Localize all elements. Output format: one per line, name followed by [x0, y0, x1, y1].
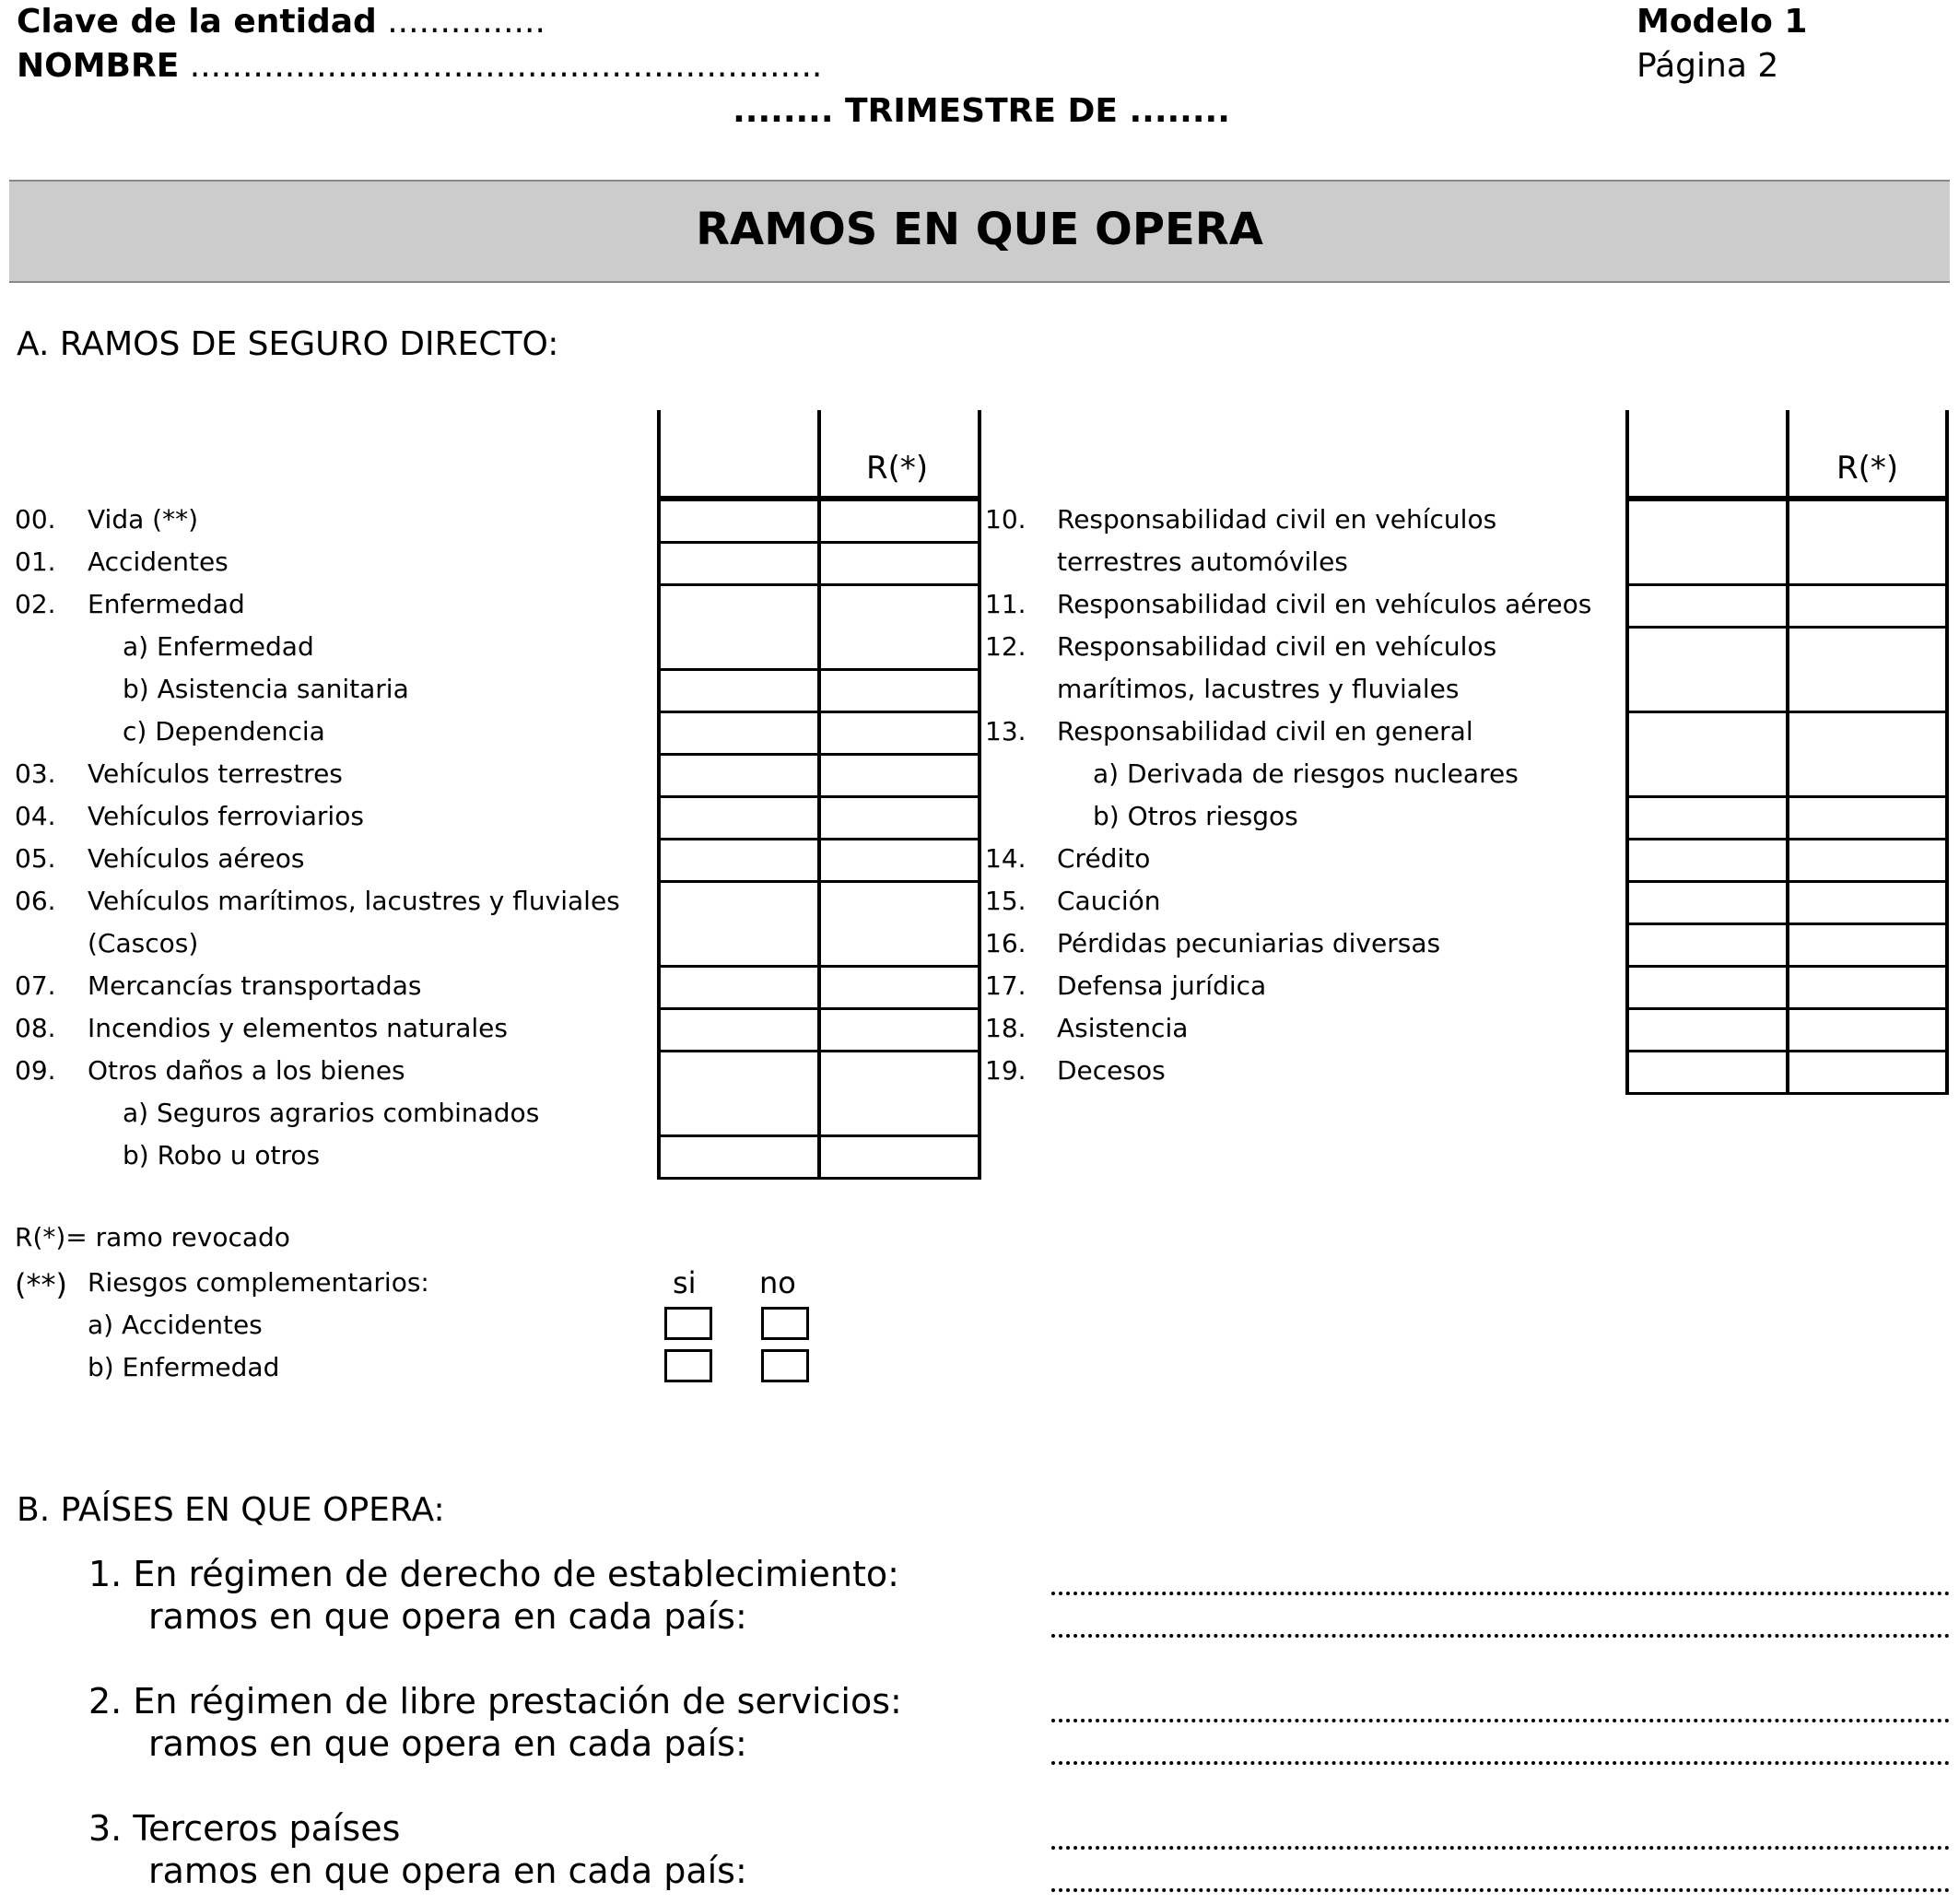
section-b-entry-line[interactable] [1051, 1634, 1950, 1638]
ramo-label: Responsabilidad civil en general [1057, 716, 1473, 746]
right-ramo-revocado-cell[interactable] [1789, 968, 1945, 1007]
note-double-star: (**) [15, 1267, 67, 1302]
enfermedad-no-checkbox[interactable] [761, 1349, 809, 1382]
ramo-label: Defensa jurídica [1057, 970, 1267, 1001]
comp-enfermedad-label: b) Enfermedad [88, 1352, 280, 1382]
grid-vertical-line [1945, 410, 1949, 1095]
ramo-label: b) Otros riesgos [1093, 801, 1298, 831]
comp-accidentes-label: a) Accidentes [88, 1310, 263, 1340]
left-ramo-cell[interactable] [661, 671, 817, 711]
ramo-label: Otros daños a los bienes [88, 1055, 405, 1086]
ramo-label: Vehículos marítimos, lacustres y fluviales [88, 886, 620, 916]
ramo-label: b) Robo u otros [123, 1140, 321, 1170]
left-ramo-revocado-cell[interactable] [821, 968, 978, 1007]
left-ramo-cell[interactable] [661, 756, 817, 795]
right-ramo-revocado-cell[interactable] [1789, 925, 1945, 965]
right-ramo-cell[interactable] [1629, 968, 1786, 1007]
ramo-label: Decesos [1057, 1055, 1166, 1086]
right-ramo-cell[interactable] [1629, 1010, 1786, 1050]
ramo-label: terrestres automóviles [1057, 547, 1348, 577]
right-ramo-revocado-cell[interactable] [1789, 501, 1945, 583]
left-ramo-cell[interactable] [661, 501, 817, 541]
right-ramo-revocado-cell[interactable] [1789, 629, 1945, 711]
accidentes-si-checkbox[interactable] [664, 1307, 712, 1340]
right-ramo-revocado-cell[interactable] [1789, 1052, 1945, 1092]
ramo-number: 03. [15, 758, 56, 789]
ramo-number: 12. [985, 631, 1026, 662]
left-ramo-cell[interactable] [661, 798, 817, 838]
section-b-entry-line[interactable] [1051, 1761, 1950, 1765]
left-ramo-cell[interactable] [661, 1010, 817, 1050]
pagina-label: Página 2 [1636, 47, 1779, 85]
left-ramo-cell[interactable] [661, 883, 817, 965]
right-ramo-cell[interactable] [1629, 798, 1786, 838]
note-ramo-revocado: R(*)= ramo revocado [15, 1222, 290, 1252]
section-b-item-title: 1. En régimen de derecho de establecimiento: [88, 1554, 899, 1594]
ramo-number: 18. [985, 1013, 1026, 1043]
ramo-label: Mercancías transportadas [88, 970, 422, 1001]
banner-title: RAMOS EN QUE OPERA [696, 204, 1263, 255]
ramo-number: 17. [985, 970, 1026, 1001]
section-b-item-title: 3. Terceros países [88, 1808, 401, 1849]
enfermedad-si-checkbox[interactable] [664, 1349, 712, 1382]
clave-line [17, 0, 545, 44]
modelo-label: Modelo 1 [1636, 3, 1808, 41]
ramo-number: 06. [15, 886, 56, 916]
ramo-label: Responsabilidad civil en vehículos aéreos [1057, 589, 1592, 619]
ramo-label: a) Derivada de riesgos nucleares [1093, 758, 1519, 789]
right-ramo-revocado-cell[interactable] [1789, 840, 1945, 880]
ramo-label: Responsabilidad civil en vehículos [1057, 631, 1497, 662]
right-ramo-revocado-cell[interactable] [1789, 798, 1945, 838]
left-ramo-cell[interactable] [661, 840, 817, 880]
section-b-item-subtitle: ramos en que opera en cada país: [148, 1851, 747, 1891]
ramo-number: 02. [15, 589, 56, 619]
ramo-label: a) Enfermedad [123, 631, 314, 662]
left-ramo-revocado-cell[interactable] [821, 1010, 978, 1050]
right-ramo-revocado-cell[interactable] [1789, 883, 1945, 923]
section-b-item-subtitle: ramos en que opera en cada país: [148, 1596, 747, 1637]
left-ramo-revocado-cell[interactable] [821, 756, 978, 795]
left-ramo-cell[interactable] [661, 968, 817, 1007]
ramo-label: Incendios y elementos naturales [88, 1013, 508, 1043]
ramo-label: c) Dependencia [123, 716, 325, 746]
right-ramo-revocado-cell[interactable] [1789, 586, 1945, 626]
ramo-number: 05. [15, 843, 56, 874]
right-ramo-cell[interactable] [1629, 925, 1786, 965]
left-ramo-revocado-cell[interactable] [821, 798, 978, 838]
nombre-line [17, 44, 822, 88]
left-ramo-revocado-cell[interactable] [821, 1052, 978, 1134]
section-b-entry-line[interactable] [1051, 1888, 1950, 1892]
left-r-header: R(*) [866, 450, 929, 487]
right-ramo-cell[interactable] [1629, 840, 1786, 880]
ramo-label: Responsabilidad civil en vehículos [1057, 504, 1497, 535]
grid-row-line [1625, 1092, 1949, 1095]
ramo-number: 13. [985, 716, 1026, 746]
ramo-label: Vehículos terrestres [88, 758, 343, 789]
right-ramo-cell[interactable] [1629, 1052, 1786, 1092]
section-b-entry-line[interactable] [1051, 1846, 1950, 1850]
ramo-label: Caución [1057, 886, 1161, 916]
right-ramo-revocado-cell[interactable] [1789, 1010, 1945, 1050]
section-a-title: A. RAMOS DE SEGURO DIRECTO: [17, 325, 559, 363]
ramo-number: 16. [985, 928, 1026, 958]
accidentes-no-checkbox[interactable] [761, 1307, 809, 1340]
ramo-number: 14. [985, 843, 1026, 874]
si-label: si [673, 1265, 697, 1300]
left-ramo-cell[interactable] [661, 1137, 817, 1177]
ramo-label: Asistencia [1057, 1013, 1189, 1043]
left-ramo-revocado-cell[interactable] [821, 1137, 978, 1177]
ramo-label: (Cascos) [88, 928, 199, 958]
note-riesgos-complementarios: Riesgos complementarios: [88, 1267, 429, 1298]
left-ramo-cell[interactable] [661, 586, 817, 668]
left-ramo-revocado-cell[interactable] [821, 501, 978, 541]
ramo-label: a) Seguros agrarios combinados [123, 1098, 540, 1128]
section-b-entry-line[interactable] [1051, 1592, 1950, 1595]
ramo-number: 00. [15, 504, 56, 535]
ramo-label: Crédito [1057, 843, 1151, 874]
ramo-number: 09. [15, 1055, 56, 1086]
no-label: no [759, 1265, 796, 1300]
clave-dots: ............... [387, 3, 545, 41]
left-ramo-revocado-cell[interactable] [821, 713, 978, 753]
left-ramo-revocado-cell[interactable] [821, 671, 978, 711]
left-ramo-revocado-cell[interactable] [821, 544, 978, 583]
left-ramo-revocado-cell[interactable] [821, 586, 978, 668]
ramo-number: 10. [985, 504, 1026, 535]
trimestre-line: ........ TRIMESTRE DE ........ [733, 92, 1230, 130]
nombre-dots: ............................................................ [189, 47, 823, 85]
ramo-label: Vida (**) [88, 504, 198, 535]
ramo-number: 11. [985, 589, 1026, 619]
section-b-item-subtitle: ramos en que opera en cada país: [148, 1723, 747, 1764]
ramo-label: Pérdidas pecuniarias diversas [1057, 928, 1441, 958]
clave-label: Clave de la entidad [17, 3, 377, 41]
section-b-entry-line[interactable] [1051, 1719, 1950, 1722]
ramo-label: Vehículos ferroviarios [88, 801, 364, 831]
ramo-number: 04. [15, 801, 56, 831]
ramo-label: Accidentes [88, 547, 229, 577]
left-ramo-cell[interactable] [661, 544, 817, 583]
section-b-item-title: 2. En régimen de libre prestación de servicios: [88, 1681, 902, 1722]
right-ramo-cell[interactable] [1629, 501, 1786, 583]
ramo-number: 19. [985, 1055, 1026, 1086]
ramo-label: marítimos, lacustres y fluviales [1057, 674, 1460, 704]
title-banner [9, 180, 1950, 283]
left-ramo-cell[interactable] [661, 713, 817, 753]
nombre-label: NOMBRE [17, 47, 180, 85]
ramo-number: 07. [15, 970, 56, 1001]
ramo-label: b) Asistencia sanitaria [123, 674, 409, 704]
left-ramo-revocado-cell[interactable] [821, 883, 978, 965]
grid-row-line [657, 1177, 981, 1180]
left-ramo-cell[interactable] [661, 1052, 817, 1134]
ramo-label: Enfermedad [88, 589, 245, 619]
right-ramo-revocado-cell[interactable] [1789, 713, 1945, 795]
ramo-number: 15. [985, 886, 1026, 916]
right-ramo-cell[interactable] [1629, 883, 1786, 923]
right-ramo-cell[interactable] [1629, 629, 1786, 711]
left-ramo-revocado-cell[interactable] [821, 840, 978, 880]
right-ramo-cell[interactable] [1629, 586, 1786, 626]
ramo-number: 08. [15, 1013, 56, 1043]
ramo-number: 01. [15, 547, 56, 577]
ramo-label: Vehículos aéreos [88, 843, 305, 874]
section-b-title: B. PAÍSES EN QUE OPERA: [17, 1491, 445, 1529]
right-r-header: R(*) [1836, 450, 1899, 487]
right-ramo-cell[interactable] [1629, 713, 1786, 795]
